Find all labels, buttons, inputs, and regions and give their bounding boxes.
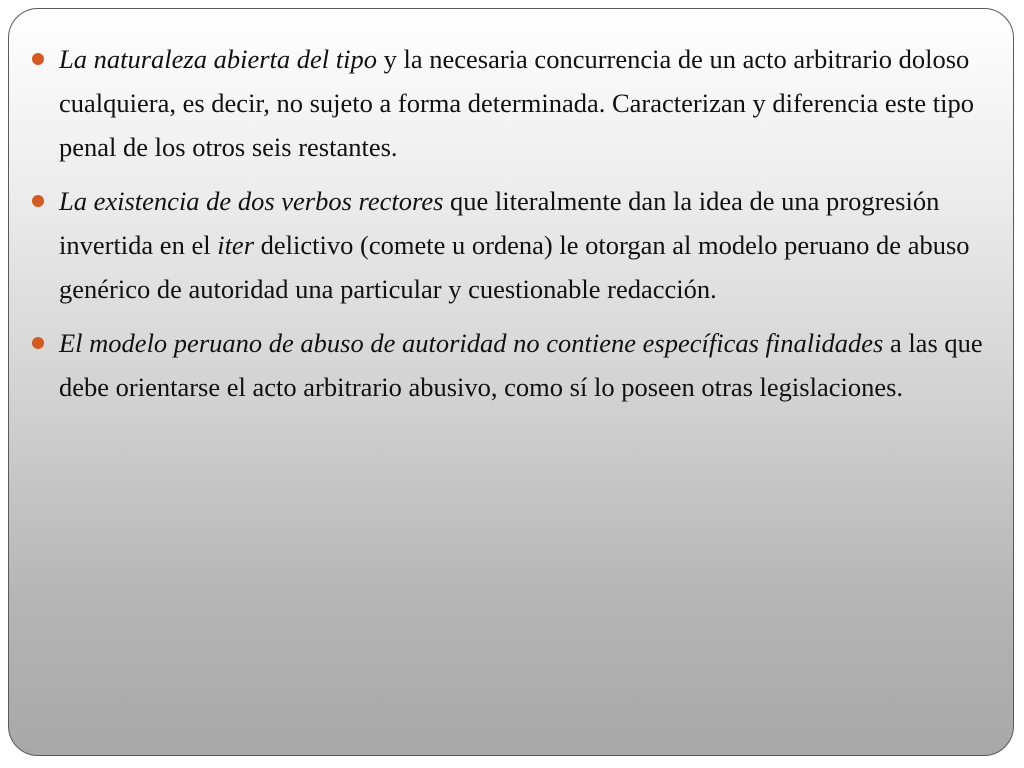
bullet-3-text: a las que debe orientarse el acto arbitrario abusivo, como sí lo poseen otras legislaciones. — [59, 328, 983, 402]
bullet-2-italic-term: iter — [217, 230, 255, 260]
bullet-list — [31, 37, 1006, 419]
bullet-item-1 — [31, 37, 1006, 169]
bullet-2-text-part1: que literalmente dan la idea de una progresión invertida en el — [59, 186, 940, 260]
bullet-dot-icon — [32, 53, 44, 65]
bullet-item-3 — [31, 321, 1006, 409]
slide — [8, 8, 1014, 756]
bullet-dot-icon — [32, 195, 44, 207]
bullet-1-text: y la necesaria concurrencia de un acto arbitrario doloso cualquiera, es decir, no sujeto a forma determinada. Caracterizan y diferencia este tipo penal de los otros seis restantes. — [59, 44, 974, 162]
bullet-2-italic-lead: La existencia de dos verbos rectores — [59, 186, 444, 216]
bullet-3-italic-lead: El modelo peruano de abuso de autoridad no contiene específicas finalidades — [59, 328, 884, 358]
bullet-item-2 — [31, 179, 1006, 311]
bullet-2-text-part2: delictivo (comete u ordena) le otorgan al modelo peruano de abuso genérico de autoridad una particular y cuestionable redacción. — [59, 230, 970, 304]
bullet-1-italic-lead: La naturaleza abierta del tipo — [59, 44, 377, 74]
bullet-dot-icon — [32, 337, 44, 349]
